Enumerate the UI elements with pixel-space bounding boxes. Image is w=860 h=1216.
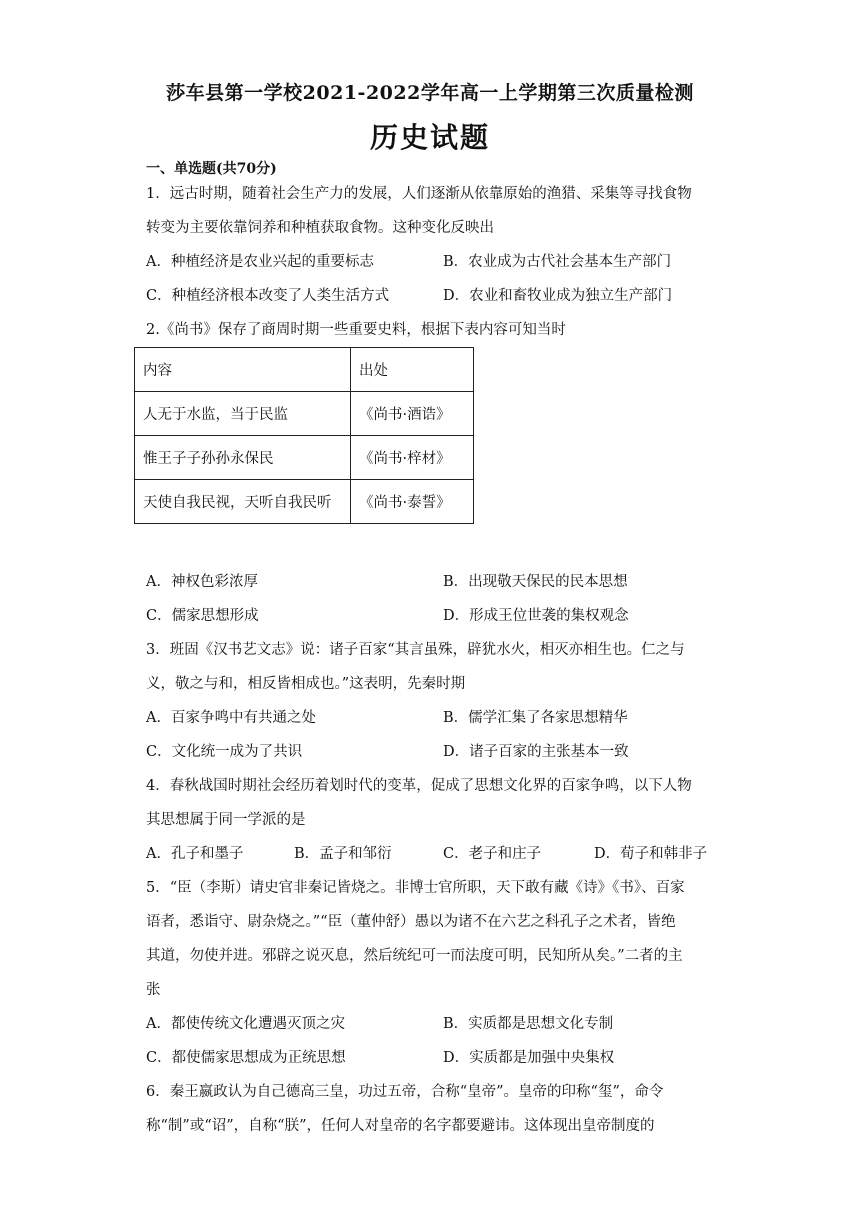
question-3-line-2: 义，敬之与和，相反皆相成也。”这表明，先秦时期	[146, 676, 466, 692]
section-heading: 一、单选题(共70分)	[146, 161, 277, 177]
question-4-option-a: A．孔子和墨子	[146, 846, 244, 862]
question-1-option-b: B．农业成为古代社会基本生产部门	[443, 254, 672, 270]
table-cell: 惟王子子孙孙永保民	[135, 436, 351, 480]
table-header-source: 出处	[351, 348, 474, 392]
question-5-option-c: C．都使儒家思想成为正统思想	[146, 1050, 346, 1066]
source-table	[134, 347, 474, 524]
question-6-line-1: 6．秦王嬴政认为自己德高三皇，功过五帝，合称“皇帝”。皇帝的印称“玺”，命令	[146, 1084, 664, 1100]
question-6-line-2: 称“制”或“诏”，自称“朕”，任何人对皇帝的名字都要避讳。这体现出皇帝制度的	[146, 1118, 655, 1134]
question-1-line-2: 转变为主要依靠饲养和种植获取食物。这种变化反映出	[146, 220, 494, 236]
question-3-option-c: C．文化统一成为了共识	[146, 744, 303, 760]
question-1-option-a: A．种植经济是农业兴起的重要标志	[146, 254, 374, 270]
question-5-option-a: A．都使传统文化遭遇灭顶之灾	[146, 1016, 345, 1032]
question-1-option-c: C．种植经济根本改变了人类生活方式	[146, 288, 390, 304]
table-header-content: 内容	[135, 348, 351, 392]
question-3-option-b: B．儒学汇集了各家思想精华	[443, 710, 628, 726]
question-2-option-d: D．形成王位世袭的集权观念	[443, 608, 629, 624]
table-header-row	[135, 348, 474, 392]
question-1-line-1: 1．远古时期，随着社会生产力的发展，人们逐渐从依靠原始的渔猎、采集等寻找食物	[146, 186, 692, 202]
table-row	[135, 392, 474, 436]
table-cell: 《尚书·酒诰》	[351, 392, 474, 436]
question-4-option-c: C．老子和庄子	[443, 846, 542, 862]
exam-subject-title: 历史试题	[369, 121, 490, 154]
question-5-option-d: D．实质都是加强中央集权	[443, 1050, 615, 1066]
question-4-option-d: D．荀子和韩非子	[594, 846, 708, 862]
table-row	[135, 436, 474, 480]
question-3-option-a: A．百家争鸣中有共通之处	[146, 710, 316, 726]
question-4-line-1: 4．春秋战国时期社会经历着划时代的变革，促成了思想文化界的百家争鸣，以下人物	[146, 778, 692, 794]
question-2-option-b: B．出现敬天保民的民本思想	[443, 574, 628, 590]
question-5-line-1: 5．“臣（李斯）请史官非秦记皆烧之。非博士官所职，天下敢有藏《诗》《书》、百家	[146, 880, 685, 896]
table-cell: 人无于水监，当于民监	[135, 392, 351, 436]
question-2-line-1: 2.《尚书》保存了商周时期一些重要史料，根据下表内容可知当时	[146, 322, 566, 338]
table-cell: 《尚书·梓材》	[351, 436, 474, 480]
question-5-line-2: 语者，悉诣守、尉杂烧之。”“臣（董仲舒）愚以为诸不在六艺之科孔子之术者，皆绝	[146, 914, 676, 930]
question-3-option-d: D．诸子百家的主张基本一致	[443, 744, 629, 760]
question-4-option-b: B．孟子和邹衍	[294, 846, 392, 862]
exam-title: 莎车县第一学校2021-2022学年高一上学期第三次质量检测	[166, 82, 694, 104]
table-row	[135, 480, 474, 524]
table-cell: 天使自我民视，天听自我民听	[135, 480, 351, 524]
question-4-line-2: 其思想属于同一学派的是	[146, 812, 306, 828]
question-3-line-1: 3．班固《汉书艺文志》说：诸子百家“其言虽殊，辟犹水火，相灭亦相生也。仁之与	[146, 642, 685, 658]
question-2-option-c: C．儒家思想形成	[146, 608, 259, 624]
question-5-line-3: 其道，勿使并进。邪辟之说灭息，然后统纪可一而法度可明，民知所从矣。”二者的主	[146, 948, 683, 964]
question-5-option-b: B．实质都是思想文化专制	[443, 1016, 614, 1032]
question-1-option-d: D．农业和畜牧业成为独立生产部门	[443, 288, 673, 304]
table-cell: 《尚书·泰誓》	[351, 480, 474, 524]
question-5-line-4: 张	[146, 982, 161, 998]
question-2-option-a: A．神权色彩浓厚	[146, 574, 258, 590]
